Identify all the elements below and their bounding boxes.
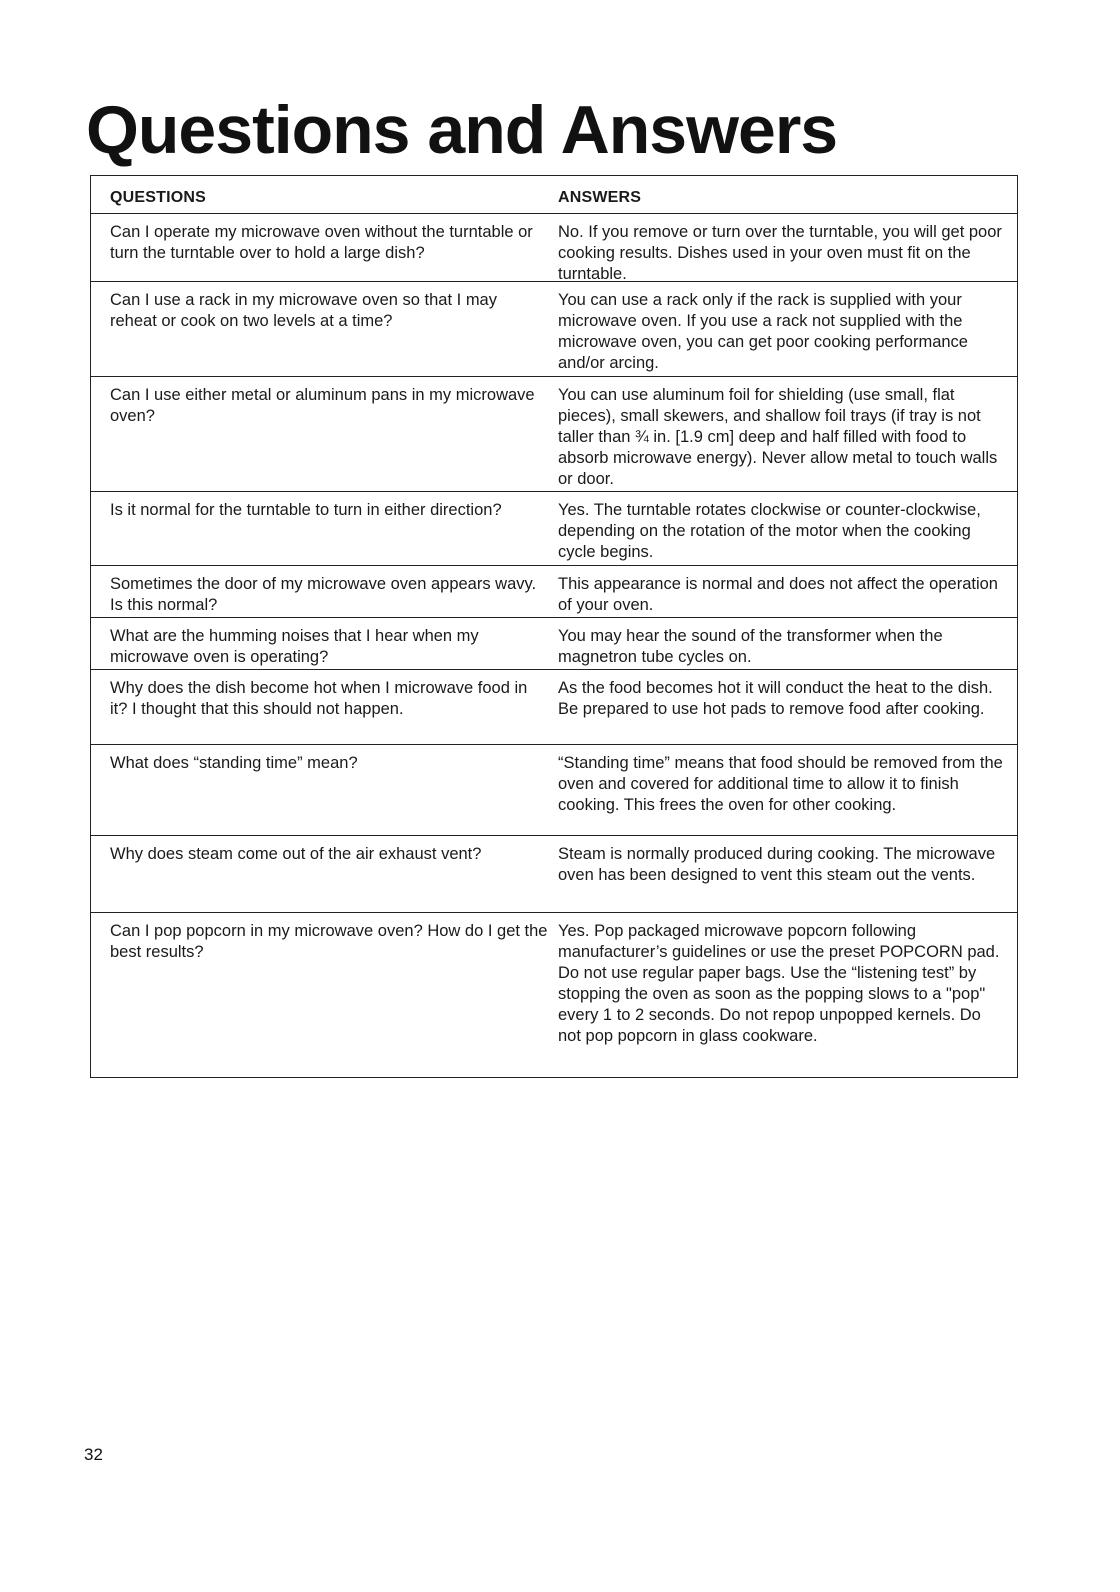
table-row <box>91 836 1017 913</box>
question-cell: What are the humming noises that I hear when my microwave oven is operating? <box>110 627 479 666</box>
question-cell: Can I use either metal or aluminum pans in my microwave oven? <box>110 386 535 425</box>
table-header <box>91 176 1017 214</box>
question-cell: Can I use a rack in my microwave oven so that I may reheat or cook on two levels at a time? <box>110 291 497 330</box>
table-row <box>91 670 1017 745</box>
answer-cell: You can use a rack only if the rack is supplied with your microwave oven. If you use a rack not supplied with the microwave oven, you can get poor cooking performance and/or arcing. <box>558 291 968 372</box>
table-row <box>91 745 1017 836</box>
table-row <box>91 492 1017 566</box>
table-row <box>91 377 1017 492</box>
answer-cell: Steam is normally produced during cooking. The microwave oven has been designed to vent this steam out the vents. <box>558 845 996 884</box>
question-cell: What does “standing time” mean? <box>110 754 358 772</box>
table-row <box>91 913 1017 1077</box>
qa-table <box>90 175 1018 1078</box>
table-row <box>91 618 1017 670</box>
question-cell: Is it normal for the turntable to turn in either direction? <box>110 501 502 519</box>
answers-header: ANSWERS <box>558 188 642 206</box>
answer-cell: You may hear the sound of the transformer when the magnetron tube cycles on. <box>558 627 943 666</box>
answer-cell: This appearance is normal and does not affect the operation of your oven. <box>558 575 998 614</box>
questions-header: QUESTIONS <box>110 188 207 206</box>
answer-cell: No. If you remove or turn over the turntable, you will get poor cooking results. Dishes used in your oven must fit on the turntable. <box>558 223 1002 283</box>
answer-cell: You can use aluminum foil for shielding (use small, flat pieces), small skewers, and shallow foil trays (if tray is not taller than ¾ in. [1.9 cm] deep and half filled with food to absorb microwave energy). Never allow metal to touch walls or door. <box>558 386 998 488</box>
question-cell: Can I operate my microwave oven without the turntable or turn the turntable over to hold a large dish? <box>110 223 533 262</box>
answer-cell: As the food becomes hot it will conduct the heat to the dish. Be prepared to use hot pads to remove food after cooking. <box>558 679 993 718</box>
answer-cell: Yes. Pop packaged microwave popcorn following manufacturer’s guidelines or use the preset POPCORN pad. Do not use regular paper bags. Use the “listening test” by stopping the oven as soon as the popping slows to a "pop" every 1 to 2 seconds. Do not repop unpopped kernels. Do not pop popcorn in glass cookware. <box>558 922 1000 1045</box>
question-cell: Why does steam come out of the air exhaust vent? <box>110 845 482 863</box>
answer-cell: “Standing time” means that food should be removed from the oven and covered for additional time to allow it to finish cooking. This frees the oven for other cooking. <box>558 754 1003 814</box>
table-row <box>91 214 1017 282</box>
question-cell: Can I pop popcorn in my microwave oven? How do I get the best results? <box>110 922 548 961</box>
question-cell: Why does the dish become hot when I microwave food in it? I thought that this should not happen. <box>110 679 528 718</box>
table-row <box>91 282 1017 377</box>
page-number: 32 <box>84 1445 103 1464</box>
table-row <box>91 566 1017 618</box>
answer-cell: Yes. The turntable rotates clockwise or counter-clockwise, depending on the rotation of the motor when the cooking cycle begins. <box>558 501 981 561</box>
page-title: Questions and Answers <box>86 92 838 168</box>
question-cell: Sometimes the door of my microwave oven appears wavy. Is this normal? <box>110 575 537 614</box>
